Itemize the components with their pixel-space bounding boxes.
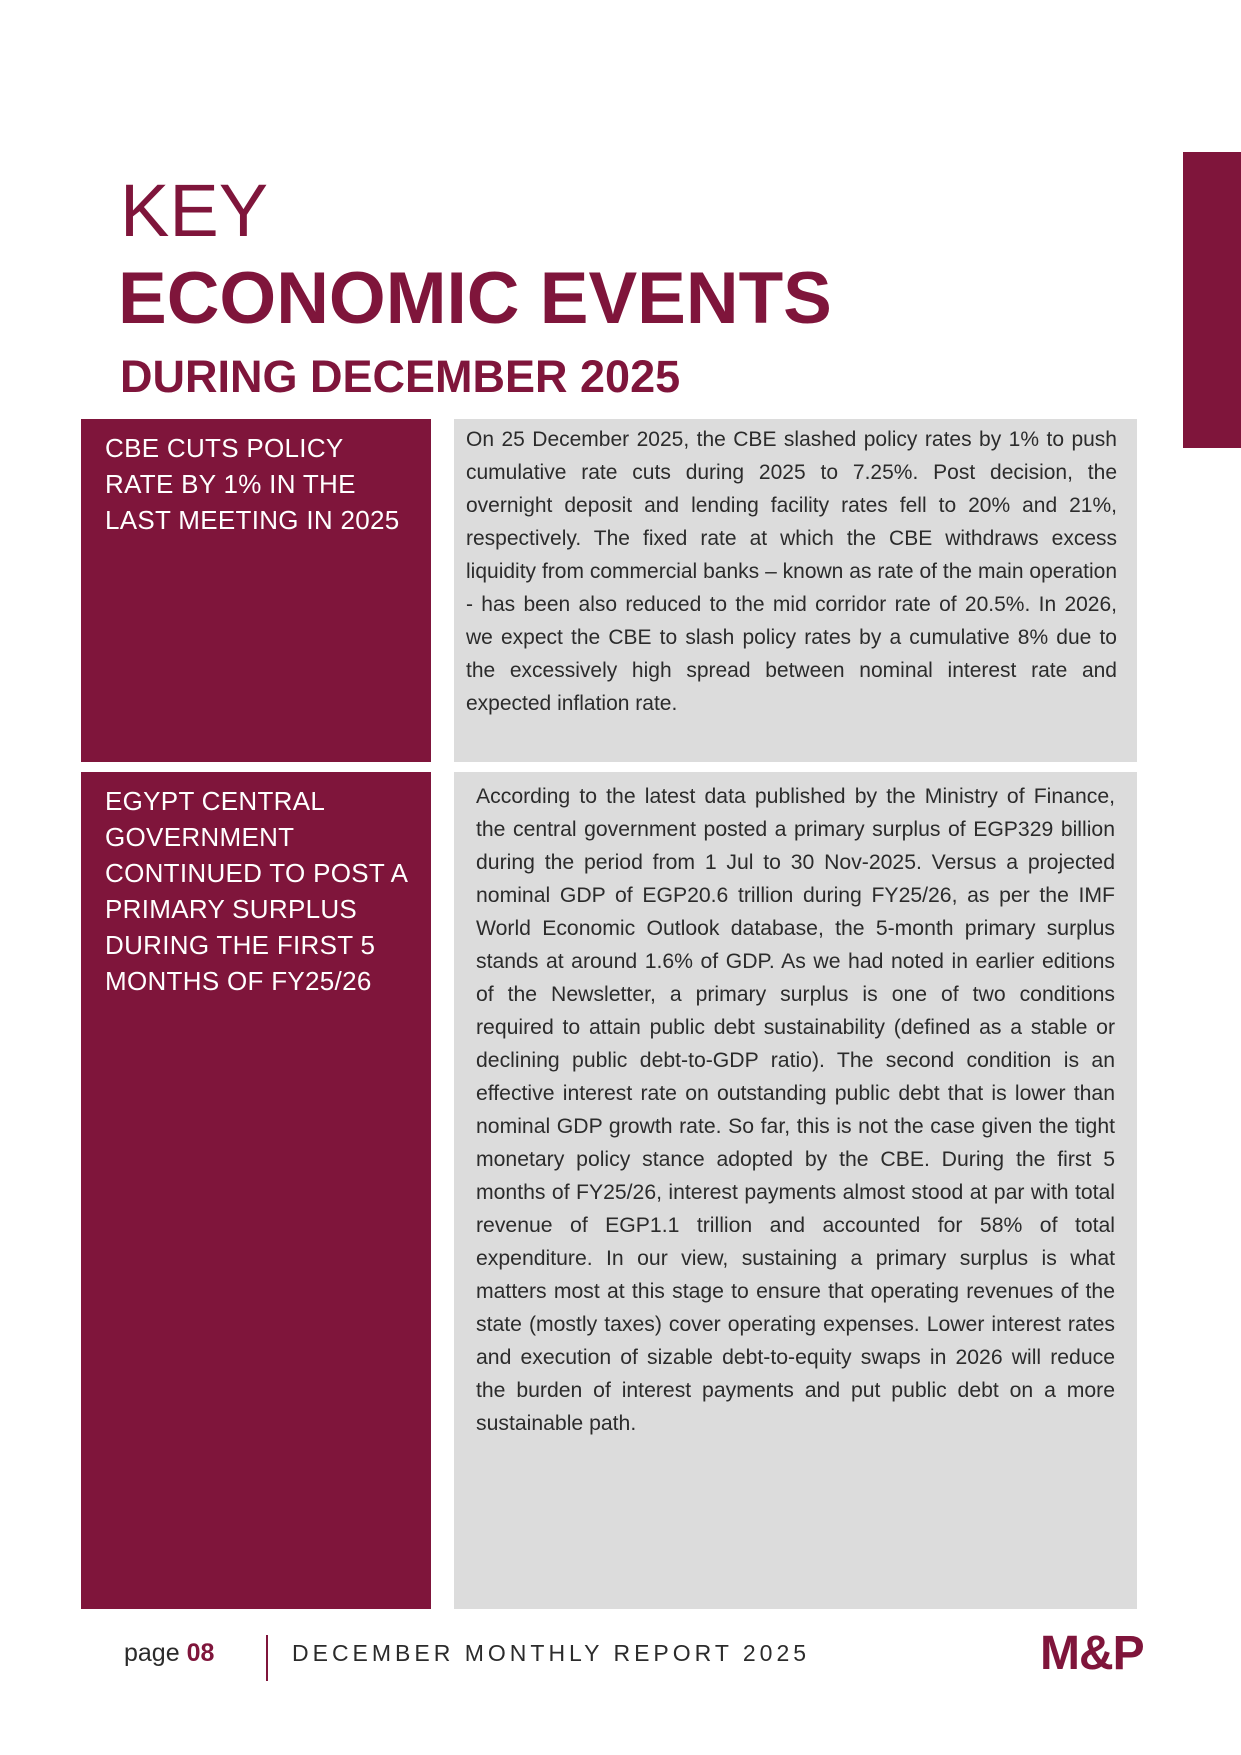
footer-divider [266,1635,268,1681]
page-number-value: 08 [186,1639,215,1667]
report-title: DECEMBER MONTHLY REPORT 2025 [292,1640,811,1666]
event-2-body: According to the latest data published by the Ministry of Finance, the central government posted a primary surplus of EGP329 billion during the period from 1 Jul to 30 Nov-2025. Versus a projected nominal GDP of EGP20.6 trillion during FY25/26, as per the IMF World Economic Outlook database, the 5-month primary surplus stands at around 1.6% of GDP. As we had noted in earlier editions of the Newsletter, a primary surplus is one of two conditions required to attain public debt sustainability (defined as a stable or declining public debt-to-GDP ratio). The second condition is an effective interest rate on outstanding public debt that is lower than nominal GDP growth rate. So far, this is not the case given the tight monetary policy stance adopted by the CBE. During the first 5 months of FY25/26, interest payments almost stood at par with total revenue of EGP1.1 trillion and accounted for 58% of total expenditure. In our view, sustaining a primary surplus is what matters most at this stage to ensure that operating revenues of the state (mostly taxes) cover operating expenses. Lower interest rates and execution of sizable debt-to-equity swaps in 2026 will reduce the burden of interest payments and put public debt on a more sustainable path. [454,772,1137,1609]
page-prefix: page [124,1639,180,1667]
event-1-heading: CBE CUTS POLICY RATE BY 1% IN THE LAST MEETING IN 2025 [81,419,431,762]
page-title-key: KEY [120,169,269,252]
event-2-heading: EGYPT CENTRAL GOVERNMENT CONTINUED TO POST A PRIMARY SURPLUS DURING THE FIRST 5 MONTHS OF FY25/26 [81,772,431,1609]
event-1-body: On 25 December 2025, the CBE slashed policy rates by 1% to push cumulative rate cuts during 2025 to 7.25%. Post decision, the overnight deposit and lending facility rates fell to 20% and 21%, respectively. The fixed rate at which the CBE withdraws excess liquidity from commercial banks – known as rate of the main operation - has been also reduced to the mid corridor rate of 20.5%. In 2026, we expect the CBE to slash policy rates by a cumulative 8% due to the excessively high spread between nominal interest rate and expected inflation rate. [454,419,1137,762]
company-logo: M&P [1040,1627,1144,1680]
page-title-main: ECONOMIC EVENTS [118,258,832,339]
decorative-side-tab [1183,152,1241,448]
page-subtitle: DURING DECEMBER 2025 [120,351,681,402]
page-number [124,1641,214,1666]
